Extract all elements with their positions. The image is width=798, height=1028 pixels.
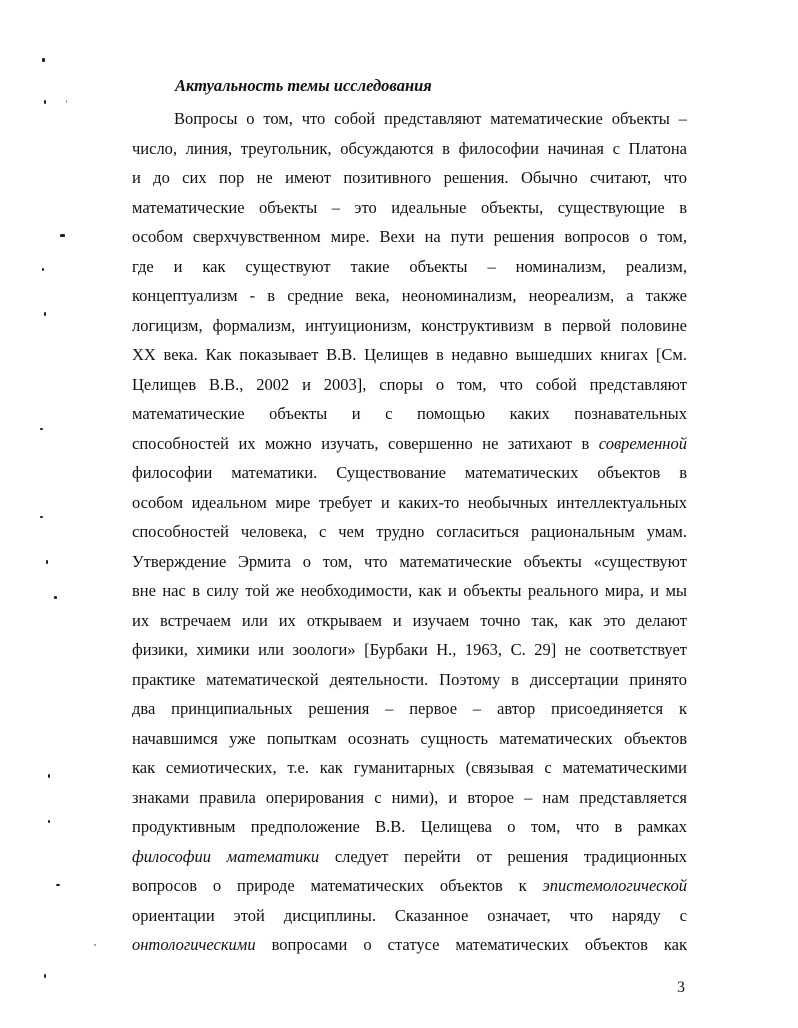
text-line: особом идеальном мире требует и каких-то необычных интеллектуальных <box>132 492 687 512</box>
section-heading: Актуальность темы исследования <box>175 76 432 95</box>
scan-speck <box>60 234 65 237</box>
text-line <box>132 871 687 901</box>
scan-speck <box>40 428 43 430</box>
text-line: философии математики. Существование математических объектов в <box>132 463 687 482</box>
text-line: продуктивным предположение В.В. Целищева о том, что в рамках <box>132 817 687 836</box>
scan-speck <box>94 944 96 946</box>
scan-speck <box>44 312 46 316</box>
text-line: вне нас в силу той же необходимости, как и объекты реального мира, и мы <box>132 581 687 600</box>
scan-speck <box>56 884 60 886</box>
text-line: логицизм, формализм, интуиционизм, конструктивизм в первой половине <box>132 315 687 335</box>
text-line: два принципиальных решения – первое – автор присоединяется к <box>132 699 687 718</box>
scan-speck <box>66 100 67 103</box>
scan-speck <box>42 58 45 62</box>
text-line: их встречаем или их открываем и изучаем точно так, как это делают <box>132 610 687 630</box>
text-line: концептуализм - в средние века, неономинализм, неореализм, а также <box>132 286 687 305</box>
scan-speck <box>48 774 50 778</box>
page-number: 3 <box>677 979 685 996</box>
text-line: XX века. Как показывает В.В. Целищев в недавно вышедших книгах [См. <box>132 345 687 364</box>
text-run: способностей их можно изучать, совершенно не затихают в <box>132 433 599 453</box>
text-line: где и как существуют такие объекты – номинализм, реализм, <box>132 256 687 276</box>
text-line <box>132 429 687 459</box>
scan-speck <box>44 974 46 978</box>
text-line: физики, химики или зоологи» [Бурбаки Н., 1963, С. 29] не соответствует <box>132 640 687 659</box>
body-text <box>132 104 687 960</box>
scan-speck <box>46 560 48 564</box>
scan-speck <box>42 268 44 271</box>
scan-speck <box>44 100 46 104</box>
text-line <box>132 930 687 960</box>
text-line: Утверждение Эрмита о том, что математические объекты «существуют <box>132 551 687 571</box>
text-run: следует перейти от решения традиционных <box>319 846 687 866</box>
scan-speck <box>48 820 50 823</box>
text-line: способностей человека, с чем трудно согласиться рациональным умам. <box>132 522 687 541</box>
text-line: практике математической деятельности. Поэтому в диссертации принято <box>132 669 687 689</box>
text-line: знаками правила оперирования с ними), и второе – нам представляется <box>132 787 687 807</box>
text-line: число, линия, треугольник, обсуждаются в философии начиная с Платона <box>132 138 687 158</box>
scan-speck <box>40 516 43 518</box>
text-line: математические объекты – это идеальные объекты, существующие в <box>132 197 687 217</box>
emphasis-text: философии математики <box>132 846 320 866</box>
text-line: начавшимся уже попыткам осознать сущность математических объектов <box>132 728 687 748</box>
emphasis-text: эпистемологической <box>542 876 687 895</box>
text-line <box>132 842 687 872</box>
text-line: Целищев В.В., 2002 и 2003], споры о том, что собой представляют <box>132 374 687 394</box>
emphasis-text: онтологическими <box>132 935 256 954</box>
scan-speck <box>54 596 57 599</box>
text-run: вопросами о статусе математических объектов как <box>255 935 687 954</box>
text-line: математические объекты и с помощью каких познавательных <box>132 404 687 423</box>
text-line: как семиотических, т.е. как гуманитарных (связывая с математическими <box>132 758 687 777</box>
text-line: ориентации этой дисциплины. Сказанное означает, что наряду с <box>132 905 687 925</box>
text-line: Вопросы о том, что собой представляют математические объекты – <box>174 109 687 128</box>
text-run: вопросов о природе математических объектов к <box>132 876 543 895</box>
emphasis-text: современной <box>598 433 687 453</box>
text-line: особом сверхчувственном мире. Вехи на пути решения вопросов о том, <box>132 227 687 246</box>
text-line: и до сих пор не имеют позитивного решения. Обычно считают, что <box>132 168 687 187</box>
